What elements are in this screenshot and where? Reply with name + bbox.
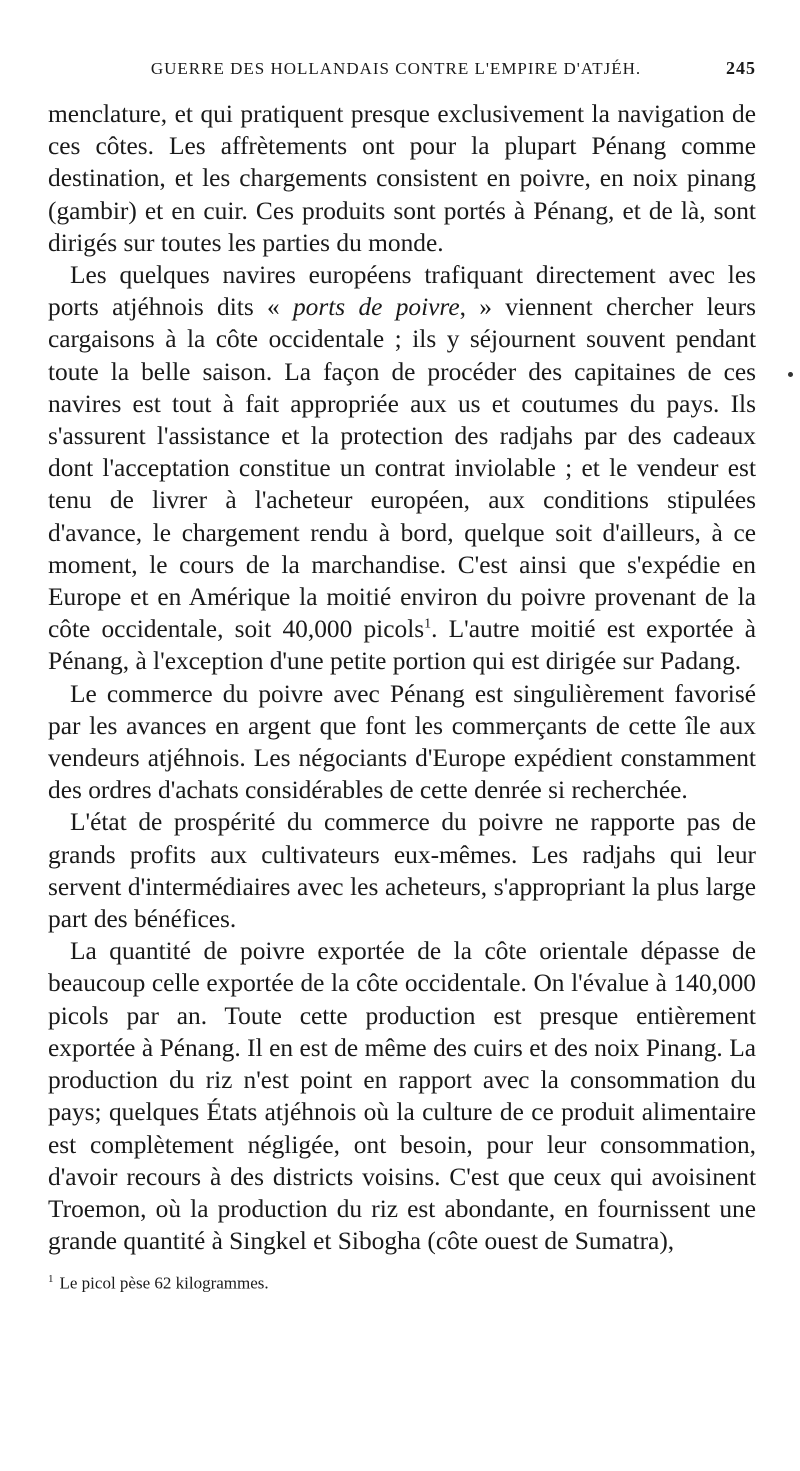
italic-ports-de-poivre: ports de poivre [292,293,460,322]
paragraph-2-part-a: Les quelques navires européens trafiquant directement avec les ports atjéhnois dits « [48,261,756,322]
footnote [48,1273,756,1294]
page-header [48,58,756,98]
paragraph-2 [48,259,756,678]
page-number: 245 [726,58,756,78]
margin-ink-dot [788,372,793,377]
footnote-text: Le picol pèse 62 kilogrammes. [59,1273,269,1293]
book-page [48,58,756,1294]
footnote-reference: 1 [424,616,432,632]
running-title: GUERRE DES HOLLANDAIS CONTRE L'EMPIRE D'ATJÉH. [150,59,642,78]
body-text [48,98,756,1257]
paragraph-3: Le commerce du poivre avec Pénang est singulièrement favorisé par les avances en argent que font les commerçants de cette île aux vendeurs atjéhnois. Les négociants d'Europe expédient constamment des ordres d'achats considérables de cette denrée si recherchée. [48,679,756,805]
paragraph-5: La quantité de poivre exportée de la côte orientale dépasse de beaucoup celle exportée de la côte occidentale. On l'évalue à 140,000 picols par an. Toute cette production est presque entièrement exportée à Pénang. Il en est de même des cuirs et des noix Pinang. La production du riz n'est point en rapport avec la consommation du pays; quelques États atjéhnois où la culture de ce produit alimentaire est complètement négligée, ont besoin, pour leur consommation, d'avoir recours à des districts voisins. C'est que ceux qui avoisinent Troemon, où la production du riz est abondante, en fournissent une grande quantité à Singkel et Sibogha (côte ouest de Sumatra), [48,937,756,1256]
paragraph-4: L'état de prospérité du commerce du poivre ne rapporte pas de grands profits aux cultivateurs eux-mêmes. Les radjahs qui leur servent d'intermédiaires avec les acheteurs, s'appropriant la plus large part des bénéfices. [48,808,756,934]
paragraph-2-part-c: . L'autre moitié est exportée à Pénang, à l'exception d'une petite portion qui est dirigée sur Padang. [48,615,756,676]
paragraph-1: menclature, et qui pratiquent presque exclusivement la navigation de ces côtes. Les affrètements ont pour la plupart Pénang comme destination, et les chargements consistent en poivre, en noix pinang (gambir) et en cuir. Ces produits sont portés à Pénang, et de là, sont dirigés sur toutes les parties du monde. [48,100,756,257]
paragraph-2-part-b: , » viennent chercher leurs cargaisons à la côte occidentale ; ils y séjournent souvent pendant toute la belle saison. La façon de procéder des capitaines de ces navires est tout à fait appropriée aux us et coutumes du pays. Ils s'assurent l'assistance et la protection des radjahs par des cadeaux dont l'acceptation constitue un contrat inviolable ; et le vendeur est tenu de livrer à l'acheteur européen, aux conditions stipulées d'avance, le chargement rendu à bord, quelque soit d'ailleurs, à ce moment, le cours de la marchandise. C'est ainsi que s'expédie en Europe et en Amérique la moitié environ du poivre provenant de la côte occidentale, soit 40,000 picols [48,293,756,644]
footnote-mark: 1 [48,1273,54,1286]
